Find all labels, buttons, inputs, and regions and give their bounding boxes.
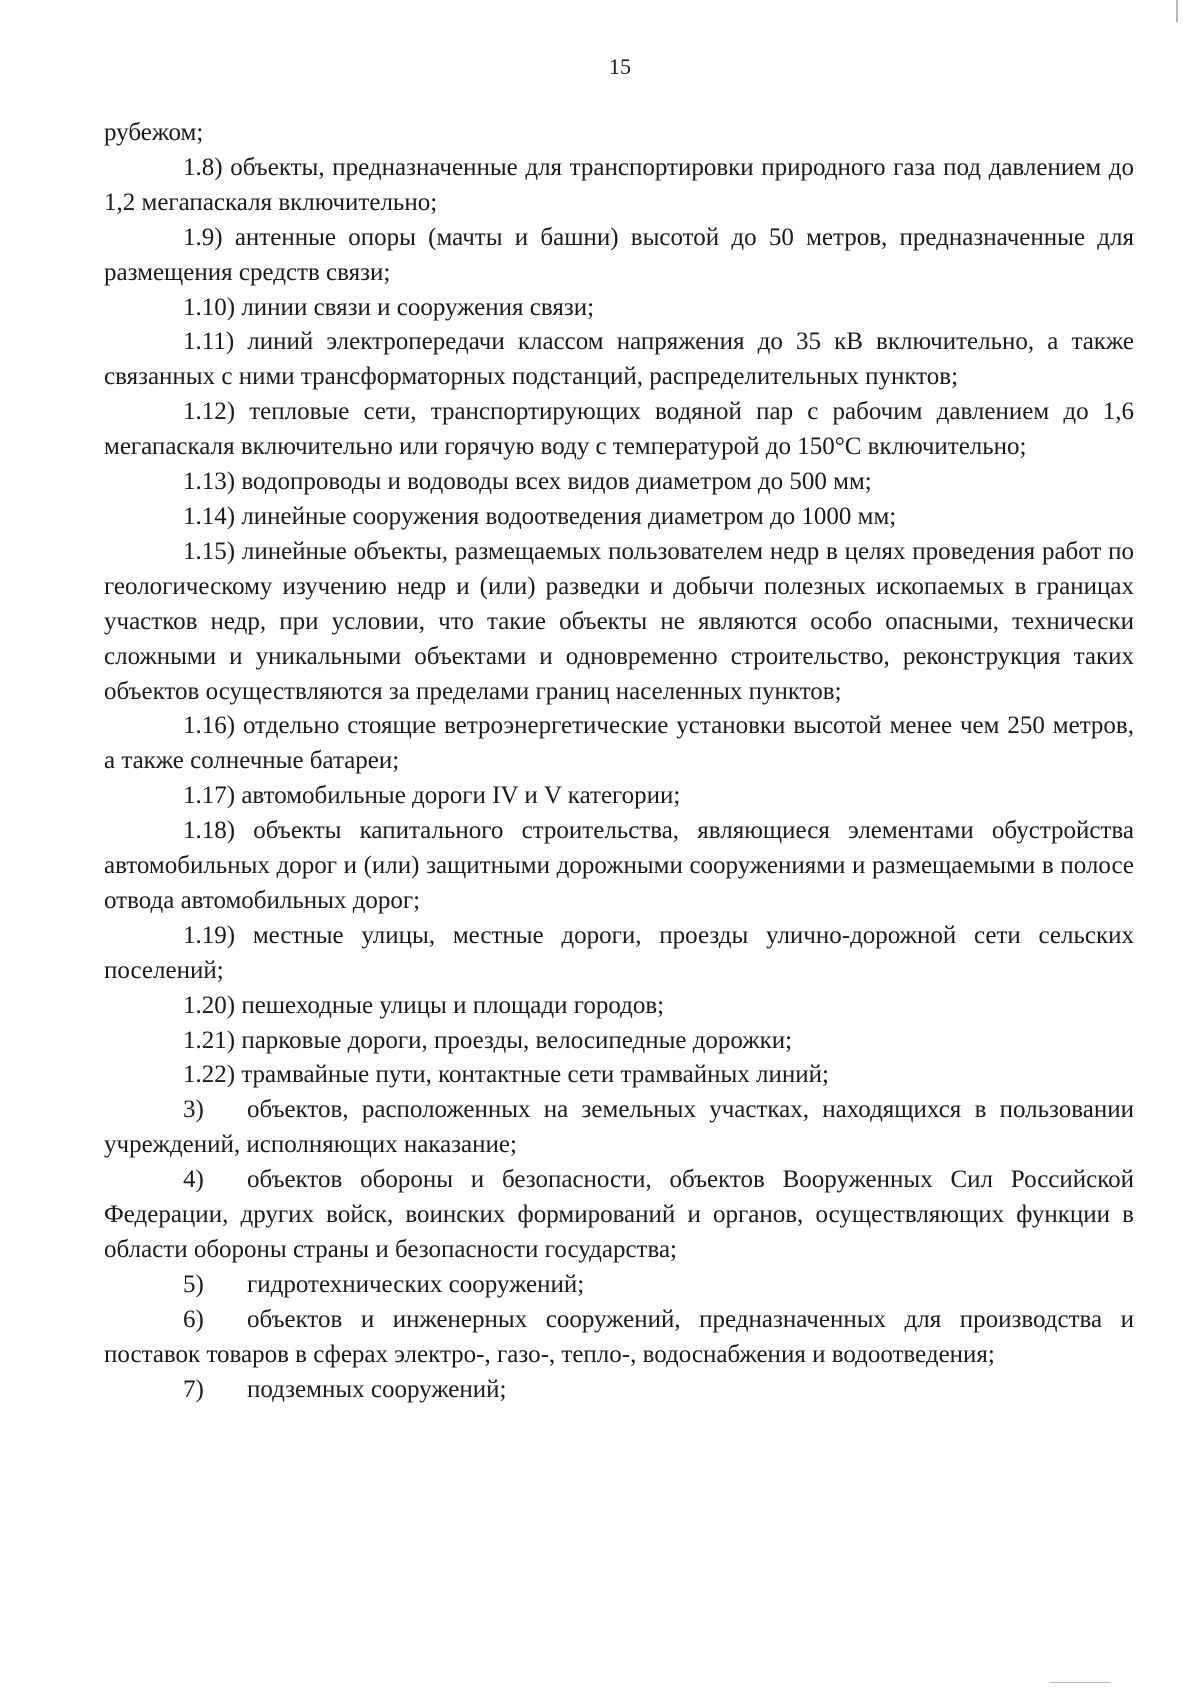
page-number: 15 — [609, 54, 631, 79]
list-item — [104, 1058, 1134, 1093]
paragraph-text: гидротехнических сооружений; — [247, 1270, 585, 1298]
document-body — [104, 116, 1134, 1408]
paragraph-text: 1.22) трамвайные пути, контактные сети трамвайных линий; — [183, 1061, 829, 1089]
list-item — [104, 989, 1134, 1024]
list-item — [104, 500, 1134, 535]
paragraph-text: 1.19) местные улицы, местные дороги, проезды улично-дорожной сети сельских поселений; — [104, 921, 1134, 984]
paragraph-text: рубежом; — [104, 119, 204, 146]
paragraph-text: 1.11) линий электропередачи классом напряжения до 35 кВ включительно, а также связанных с ними трансформаторных подстанций, распределительных пунктов; — [104, 328, 1134, 391]
list-item — [104, 1268, 1134, 1303]
paragraph-text: 1.10) линии связи и сооружения связи; — [183, 293, 595, 321]
list-item — [104, 1303, 1134, 1373]
paragraph-text: 1.12) тепловые сети, транспортирующих водяной пар с рабочим давлением до 1,6 мегапаскаля включительно или горячую воду с температурой до 150°С включительно; — [104, 398, 1134, 461]
paragraph-text: 1.20) пешеходные улицы и площади городов; — [183, 991, 665, 1019]
list-item — [104, 709, 1134, 779]
paragraph-text: 1.16) отдельно стоящие ветроэнергетические установки высотой менее чем 250 метров, а также солнечные батареи; — [104, 712, 1134, 775]
item-number: 3) — [183, 1096, 204, 1124]
list-item — [104, 325, 1134, 395]
list-item — [104, 779, 1134, 814]
paragraph-text: объектов обороны и безопасности, объектов Вооруженных Сил Российской Федерации, других войск, воинских формирований и органов, осуществляющих функции в области обороны страны и безопасности государства; — [104, 1166, 1134, 1263]
item-number: 5) — [183, 1270, 204, 1298]
list-item — [104, 465, 1134, 500]
paragraph-text: 1.15) линейные объекты, размещаемых пользователем недр в целях проведения работ по геологическому изучению недр и (или) разведки и добычи полезных ископаемых в границах участков недр, при условии, что такие объекты не являются особо опасными, технически сложными и уникальными объектами и одновременно строительство, реконструкция таких объектов осуществляются за пределами границ населенных пунктов; — [104, 537, 1134, 705]
item-number: 7) — [183, 1375, 204, 1403]
list-item — [104, 151, 1134, 221]
paragraph — [104, 116, 1134, 151]
scan-artifact — [1050, 1682, 1110, 1683]
list-item — [104, 1163, 1134, 1268]
paragraph-text: 1.21) парковые дороги, проезды, велосипедные дорожки; — [183, 1026, 793, 1054]
scan-artifact — [1176, 0, 1178, 22]
paragraph-text: 1.8) объекты, предназначенные для транспортировки природного газа под давлением до 1,2 мегапаскаля включительно; — [104, 153, 1134, 216]
list-item — [104, 291, 1134, 326]
paragraph-text: 1.13) водопроводы и водоводы всех видов диаметром до 500 мм; — [183, 468, 872, 496]
list-item — [104, 919, 1134, 989]
list-item — [104, 221, 1134, 291]
item-number: 6) — [183, 1305, 204, 1333]
paragraph-text: объектов, расположенных на земельных участках, находящихся в пользовании учреждений, исполняющих наказание; — [104, 1096, 1134, 1159]
paragraph-text: подземных сооружений; — [247, 1375, 507, 1403]
list-item — [104, 1024, 1134, 1059]
list-item — [104, 1373, 1134, 1408]
paragraph-text: 1.18) объекты капитального строительства, являющиеся элементами обустройства автомобильных дорог и (или) защитными дорожными сооружениями и размещаемыми в полосе отвода автомобильных дорог; — [104, 817, 1134, 914]
paragraph-text: 1.17) автомобильные дороги IV и V категории; — [183, 782, 681, 810]
paragraph-text: 1.9) антенные опоры (мачты и башни) высотой до 50 метров, предназначенные для размещения средств связи; — [104, 223, 1134, 286]
list-item — [104, 395, 1134, 465]
list-item — [104, 1093, 1134, 1163]
list-item — [104, 535, 1134, 710]
paragraph-text: 1.14) линейные сооружения водоотведения диаметром до 1000 мм; — [183, 502, 897, 530]
item-number: 4) — [183, 1166, 204, 1194]
paragraph-text: объектов и инженерных сооружений, предназначенных для производства и поставок товаров в сферах электро-, газо-, тепло-, водоснабжения и водоотведения; — [104, 1305, 1134, 1368]
list-item — [104, 814, 1134, 919]
